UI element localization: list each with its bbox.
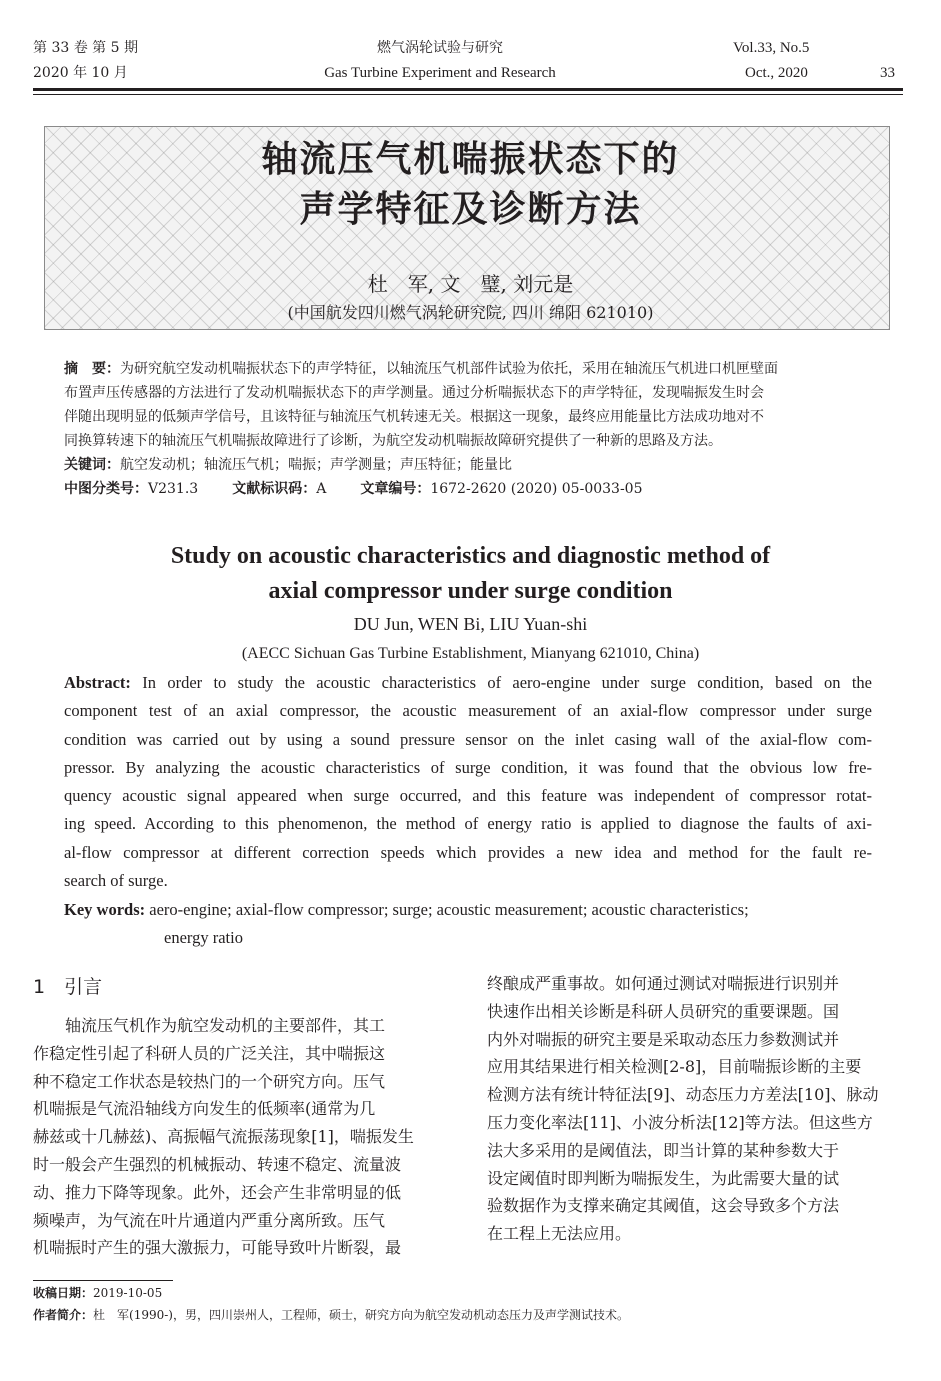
journal-name-cn: 燃气涡轮试验与研究 <box>377 40 503 56</box>
left-line-2: 作稳定性引起了科研人员的广泛关注，其中喘振这 <box>33 1043 386 1063</box>
affiliation-cn: (中国航发四川燃气涡轮研究院, 四川 绵阳 621010) <box>287 303 654 322</box>
date-cn: 2020 年 10 月 <box>33 65 128 81</box>
abstract-cn-line-4: 同换算转速下的轴流压气机喘振故障进行了诊断，为航空发动机喘振故障研究提供了一种新的思路及方法。 <box>64 433 722 449</box>
abstract-cn-line-2: 布置声压传感器的方法进行了发动机喘振状态下的声学测量。通过分析喘振状态下的声学特征，发现喘振发生时会 <box>64 385 764 401</box>
abstract-en-label: Abstract: <box>64 673 131 692</box>
abstract-en <box>64 669 872 895</box>
left-line-5: 赫兹或十几赫兹)、高振幅气流振荡现象[1]，喘振发生 <box>33 1127 414 1147</box>
title-cn-line2: 声学特征及诊断方法 <box>299 189 642 230</box>
author-bio: 作者简介：杜 军(1990-)，男，四川崇州人，工程师，硕士，研究方向为航空发动机动态压力及声学测试技术。 <box>33 1308 629 1322</box>
right-line-5: 检测方法有统计特征法[9]、动态压力方差法[10]、脉动 <box>487 1085 879 1105</box>
body-column-left <box>33 1012 451 1262</box>
clc-number: V231.3 <box>148 481 199 497</box>
right-line-10: 在工程上无法应用。 <box>487 1224 632 1244</box>
abstract-en-line-3: condition was carried out by using a sound pressure sensor on the inlet casing wall of the axial-flow com- <box>64 729 872 749</box>
abstract-cn <box>64 357 874 501</box>
title-en-line2: axial compressor under surge condition <box>268 578 673 604</box>
abstract-en-line-4: pressor. By analyzing the acoustic characteristics of surge condition, it was found that the obvious low fre- <box>64 757 872 777</box>
left-line-7: 动、推力下降等现象。此外，还会产生非常明显的低 <box>33 1182 402 1202</box>
left-line-6: 时一般会产生强烈的机械振动、转速不稳定、流量波 <box>33 1154 402 1174</box>
header-rule-thin <box>33 94 903 95</box>
right-line-3: 内外对喘振的研究主要是采取动态压力参数测试并 <box>487 1029 840 1049</box>
article-number: 1672-2620 (2020) 05-0033-05 <box>430 481 643 497</box>
right-line-9: 验数据作为支撑来确定其阈值，这会导致多个方法 <box>487 1196 840 1216</box>
classification-info: 中图分类号：V231.3 文献标识码：A 文章编号：1672-2620 (2020) 05-0033-05 <box>64 481 643 497</box>
keywords-en-line2: energy ratio <box>164 928 243 947</box>
left-line-1: 轴流压气机作为航空发动机的主要部件，其工 <box>33 1016 386 1035</box>
date-en: Oct., 2020 <box>745 65 808 81</box>
document-code: A <box>316 481 327 497</box>
abstract-en-line-5: quency acoustic signal appeared when surge occurred, and this feature was independent of compressor rotat- <box>64 786 872 806</box>
abstract-cn-label: 摘 要： <box>64 361 120 377</box>
affiliation-en: (AECC Sichuan Gas Turbine Establishment, Mianyang 621010, China) <box>241 645 700 662</box>
volume-issue-cn: 第 33 卷 第 5 期 <box>33 40 138 56</box>
body-column-right <box>487 970 907 1248</box>
authors-cn: 杜 军, 文 璧, 刘元是 <box>367 272 574 296</box>
footnote-rule <box>33 1280 173 1281</box>
keywords-cn: 关键词：航空发动机；轴流压气机；喘振；声学测量；声压特征；能量比 <box>64 457 512 473</box>
right-line-4: 应用其结果进行相关检测[2-8]，目前喘振诊断的主要 <box>487 1057 862 1077</box>
section-heading: 1 引言 <box>33 976 103 998</box>
page-number: 33 <box>880 65 895 81</box>
received-date: 收稿日期：2019-10-05 <box>33 1286 163 1300</box>
left-line-8: 频噪声，为气流在叶片通道内严重分离所致。压气 <box>33 1210 386 1230</box>
abstract-cn-line-1: 摘 要：为研究航空发动机喘振状态下的声学特征，以轴流压气机部件试验为依托，采用在轴流压气机进口机匣壁面 <box>64 361 778 377</box>
right-line-7: 法大多采用的是阈值法，即当计算的某种参数大于 <box>487 1140 840 1160</box>
abstract-cn-line-3: 伴随出现明显的低频声学信号，且该特征与轴流压气机转速无关。根据这一现象，最终应用能量比方法成功地对不 <box>64 409 764 425</box>
header-rule-thick <box>33 88 903 91</box>
abstract-en-line-2: component test of an axial compressor, the acoustic measurement of an axial-flow compressor under surge <box>64 701 872 721</box>
right-line-1: 终酿成严重事故。如何通过测试对喘振进行识别并 <box>487 974 840 993</box>
keywords-en-label: Key words: <box>64 900 146 919</box>
volume-issue-en: Vol.33, No.5 <box>733 40 810 56</box>
left-line-3: 种不稳定工作状态是较热门的一个研究方向。压气 <box>33 1071 386 1091</box>
left-line-4: 机喘振是气流沿轴线方向发生的低频率(通常为几 <box>33 1099 376 1119</box>
keywords-en: Key words: aero-engine; axial-flow compressor; surge; acoustic measurement; acoustic characteristics; <box>64 900 749 919</box>
title-en-line1: Study on acoustic characteristics and diagnostic method of <box>170 543 771 569</box>
abstract-en-line-6: ing speed. According to this phenomenon, the method of energy ratio is applied to diagnose the faults of axi- <box>64 814 872 834</box>
left-line-9: 机喘振时产生的强大激振力，可能导致叶片断裂，最 <box>33 1238 402 1258</box>
abstract-en-line-7: al-flow compressor at different correction speeds which provides a new idea and method for the fault re- <box>64 842 872 862</box>
abstract-en-line-1: Abstract: In order to study the acoustic characteristics of aero-engine under surge condition, based on the <box>64 673 872 692</box>
right-line-8: 设定阈值时即判断为喘振发生，为此需要大量的试 <box>487 1168 840 1188</box>
authors-en: DU Jun, WEN Bi, LIU Yuan-shi <box>353 614 588 634</box>
abstract-en-line-8: search of surge. <box>64 871 168 891</box>
journal-name-en: Gas Turbine Experiment and Research <box>324 65 556 81</box>
right-line-2: 快速作出相关诊断是科研人员研究的重要课题。国 <box>487 1001 840 1021</box>
keywords-cn-label: 关键词： <box>64 457 120 473</box>
title-cn-line1: 轴流压气机喘振状态下的 <box>261 139 680 180</box>
right-line-6: 压力变化率法[11]、小波分析法[12]等方法。但这些方 <box>487 1112 873 1132</box>
